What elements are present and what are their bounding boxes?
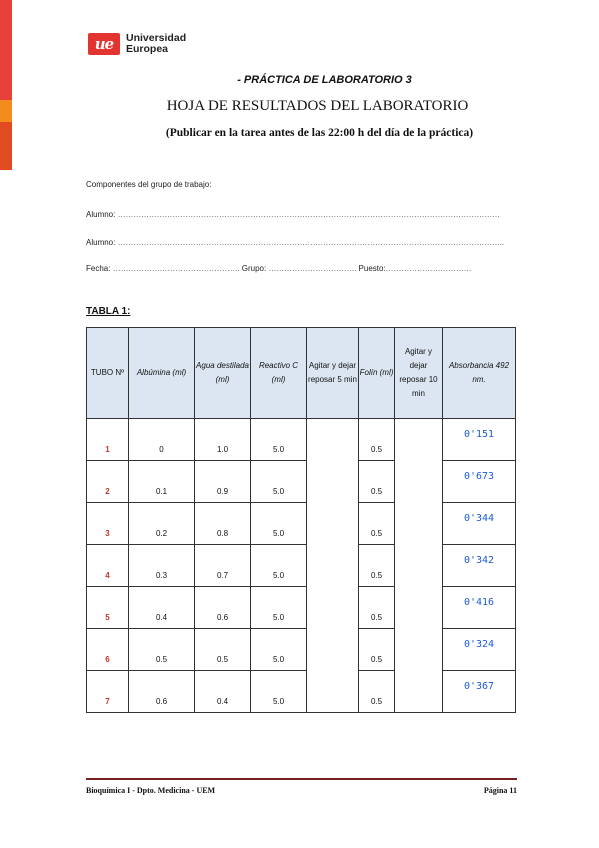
folin-cell: 0.5 [359, 503, 395, 545]
albumina-cell: 0 [129, 419, 195, 461]
alumno-2-line [86, 238, 504, 247]
reactivo-cell: 5.0 [251, 545, 307, 587]
agua-cell: 0.9 [195, 461, 251, 503]
page-title: HOJA DE RESULTADOS DEL LABORATORIO [166, 98, 469, 114]
folin-cell: 0.5 [359, 461, 395, 503]
logo-text [126, 33, 186, 55]
table-row [87, 671, 516, 713]
reactivo-cell: 5.0 [251, 419, 307, 461]
practice-title: - PRÁCTICA DE LABORATORIO 3 [237, 74, 412, 86]
reactivo-cell: 5.0 [251, 629, 307, 671]
table-header-row [87, 328, 516, 419]
tube-number: 4 [87, 545, 129, 587]
tube-number: 3 [87, 503, 129, 545]
footer-page-number: Página 11 [483, 786, 517, 795]
alumno-1-line [86, 210, 500, 219]
header-folin: Folín (ml) [359, 328, 395, 419]
table-row [87, 629, 516, 671]
table-row [87, 587, 516, 629]
folin-cell: 0.5 [359, 587, 395, 629]
table-row [87, 503, 516, 545]
albumina-cell: 0.1 [129, 461, 195, 503]
albumina-cell: 0.3 [129, 545, 195, 587]
absorbancia-cell: 0'324 [443, 629, 516, 671]
agua-cell: 0.6 [195, 587, 251, 629]
header-absorbancia: Absorbancia 492 nm. [443, 328, 516, 419]
alumno-2-label: Alumno: [86, 238, 116, 247]
folin-cell: 0.5 [359, 419, 395, 461]
absorbancia-cell: 0'344 [443, 503, 516, 545]
reactivo-cell: 5.0 [251, 503, 307, 545]
reactivo-cell: 5.0 [251, 671, 307, 713]
table-row [87, 545, 516, 587]
table-row [87, 419, 516, 461]
absorbancia-cell: 0'342 [443, 545, 516, 587]
agua-cell: 1.0 [195, 419, 251, 461]
page-subtitle: (Publicar en la tarea antes de las 22:00 h del día de la práctica) [165, 127, 474, 139]
header-albumina: Albúmina (ml) [129, 328, 195, 419]
header-agitar-10: Agitar y dejar reposar 10 min [395, 328, 443, 419]
folin-cell: 0.5 [359, 629, 395, 671]
footer-course: Bioquímica I - Dpto. Medicina - UEM [86, 786, 216, 795]
reactivo-cell: 5.0 [251, 461, 307, 503]
tube-number: 7 [87, 671, 129, 713]
header-agua: Agua destilada (ml) [195, 328, 251, 419]
tube-number: 6 [87, 629, 129, 671]
alumno-1-blank: ………………………………………………………………………………………………………………………………… [117, 210, 500, 219]
footer-divider [86, 778, 517, 780]
tube-number: 2 [87, 461, 129, 503]
header-reactivo: Reactivo C (ml) [251, 328, 307, 419]
logo-line-2: Europea [126, 43, 169, 55]
agitar-5-merged-cell [307, 419, 359, 713]
tube-number: 5 [87, 587, 129, 629]
folin-cell: 0.5 [359, 545, 395, 587]
results-table [86, 327, 516, 713]
reactivo-cell: 5.0 [251, 587, 307, 629]
albumina-cell: 0.2 [129, 503, 195, 545]
logo-mark-icon: ue [88, 33, 120, 55]
agua-cell: 0.7 [195, 545, 251, 587]
albumina-cell: 0.4 [129, 587, 195, 629]
albumina-cell: 0.5 [129, 629, 195, 671]
tube-number: 1 [87, 419, 129, 461]
puesto-blank: …………………………… [385, 264, 472, 273]
header-agitar-5: Agitar y dejar reposar 5 min [307, 328, 359, 419]
table-row [87, 461, 516, 503]
fecha-grupo-puesto-line [86, 264, 471, 273]
table-title: TABLA 1: [86, 306, 131, 317]
agua-cell: 0.5 [195, 629, 251, 671]
alumno-1-label: Alumno: [86, 210, 116, 219]
agua-cell: 0.4 [195, 671, 251, 713]
header-tubo: TUBO Nº [87, 328, 129, 419]
fecha-blank: …………………………………………. [112, 264, 240, 273]
university-logo [88, 33, 186, 55]
absorbancia-cell: 0'673 [443, 461, 516, 503]
albumina-cell: 0.6 [129, 671, 195, 713]
puesto-label: Puesto: [358, 264, 386, 273]
agitar-10-merged-cell [395, 419, 443, 713]
grupo-blank: ……………………………. [268, 264, 357, 273]
logo-line-1: Universidad [126, 32, 187, 44]
agua-cell: 0.8 [195, 503, 251, 545]
folin-cell: 0.5 [359, 671, 395, 713]
absorbancia-cell: 0'416 [443, 587, 516, 629]
grupo-label: Grupo: [241, 264, 267, 273]
absorbancia-cell: 0'367 [443, 671, 516, 713]
absorbancia-cell: 0'151 [443, 419, 516, 461]
fecha-label: Fecha: [86, 264, 111, 273]
components-label: Componentes del grupo de trabajo: [86, 180, 212, 189]
alumno-2-blank: ………………………………………………………………………………………………………………………………….. [117, 238, 504, 247]
